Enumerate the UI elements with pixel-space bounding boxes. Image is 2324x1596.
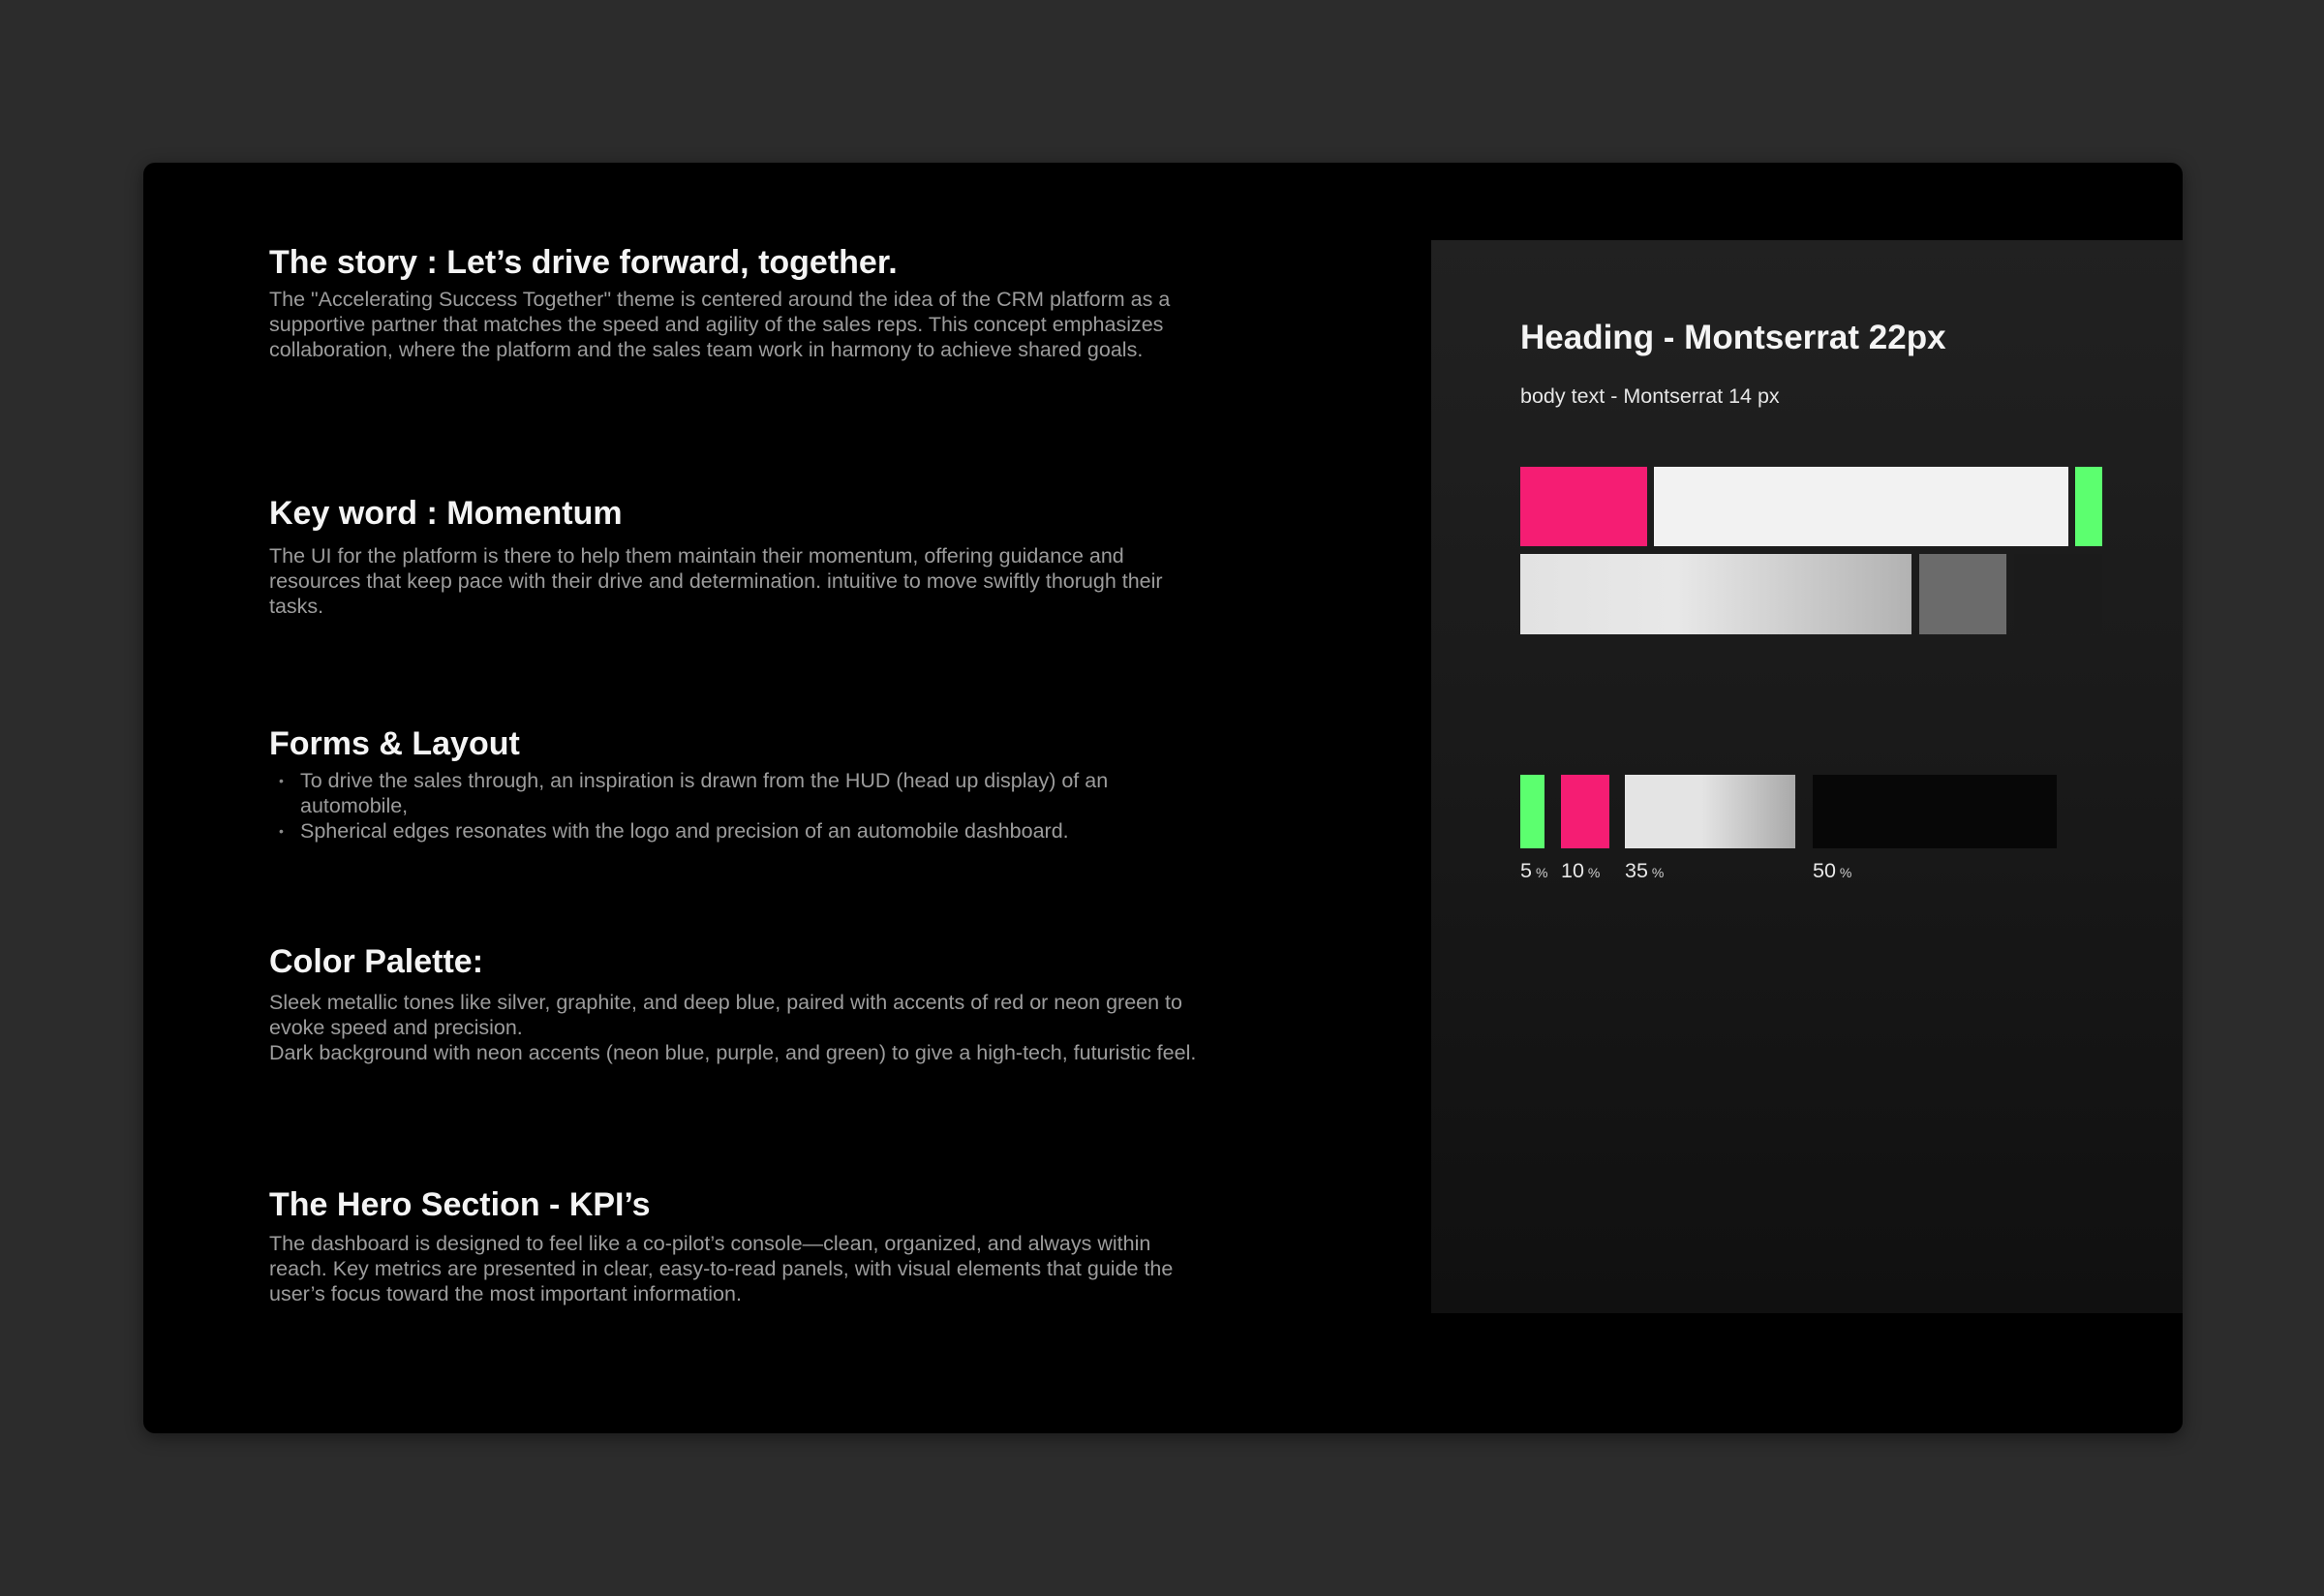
- keyword-section: [269, 493, 1199, 619]
- story-section: [269, 242, 1199, 362]
- swatch-off-white: [1654, 467, 2068, 546]
- bullet-item: • To drive the sales through, an inspiration is drawn from the HUD (head up display) of an automobile,: [269, 768, 1199, 818]
- heading-type-sample: Heading - Montserrat 22px: [1520, 319, 1946, 356]
- ratio-chip-green: [1520, 775, 1544, 848]
- keyword-body: The UI for the platform is there to help them maintain their momentum, offering guidance and resources that keep pace with their drive and determination. intuitive to move swiftly thorugh their tasks.: [269, 544, 1163, 618]
- color-palette-section: [269, 941, 1199, 1065]
- ratio-label-10: 10 %: [1561, 859, 1601, 882]
- style-guide-card: [143, 163, 2183, 1433]
- keyword-heading: Key word : Momentum: [269, 495, 623, 532]
- swatch-charcoal: [2014, 554, 2102, 634]
- swatch-pink: [1520, 467, 1647, 546]
- ratio-label-50: 50 %: [1813, 859, 1852, 882]
- swatch-neon-green: [2075, 467, 2102, 546]
- forms-layout-heading: Forms & Layout: [269, 725, 520, 762]
- hero-section-notes: [269, 1184, 1199, 1306]
- color-palette-body-2: Dark background with neon accents (neon blue, purple, and green) to give a high-tech, futuristic feel.: [269, 1041, 1197, 1064]
- swatch-graphite: [1919, 554, 2006, 634]
- ratio-chip-silver: [1625, 775, 1795, 848]
- ratio-label-5: 5 %: [1520, 859, 1548, 882]
- theme-notes-column: [269, 163, 1199, 1433]
- ratio-label-35: 35 %: [1625, 859, 1665, 882]
- ratio-chip-pink: [1561, 775, 1609, 848]
- hero-body: The dashboard is designed to feel like a co-pilot’s console—clean, organized, and always within reach. Key metrics are presented in clear, easy-to-read panels, with visual elements that guide the user’s focus toward the most important information.: [269, 1232, 1174, 1305]
- story-body: The "Accelerating Success Together" theme is centered around the idea of the CRM platform as a supportive partner that matches the speed and agility of the sales reps. This concept emphasizes collaboration, where the platform and the sales team work in harmony to achieve shared goals.: [269, 288, 1171, 361]
- style-spec-panel: [1431, 240, 2183, 1313]
- ratio-chip-black: [1813, 775, 2057, 848]
- hero-heading: The Hero Section - KPI’s: [269, 1186, 651, 1223]
- bullet-item: • Spherical edges resonates with the logo and precision of an automobile dashboard.: [269, 818, 1199, 844]
- swatch-silver-gradient: [1520, 554, 1911, 634]
- color-palette-heading: Color Palette:: [269, 943, 484, 980]
- story-heading: The story : Let’s drive forward, together.: [269, 244, 898, 281]
- forms-layout-section: [269, 723, 1199, 844]
- forms-layout-bullets: [269, 768, 1199, 844]
- color-palette-body-1: Sleek metallic tones like silver, graphite, and deep blue, paired with accents of red or neon green to evoke speed and precision.: [269, 991, 1182, 1039]
- body-type-sample: body text - Montserrat 14 px: [1520, 384, 1780, 408]
